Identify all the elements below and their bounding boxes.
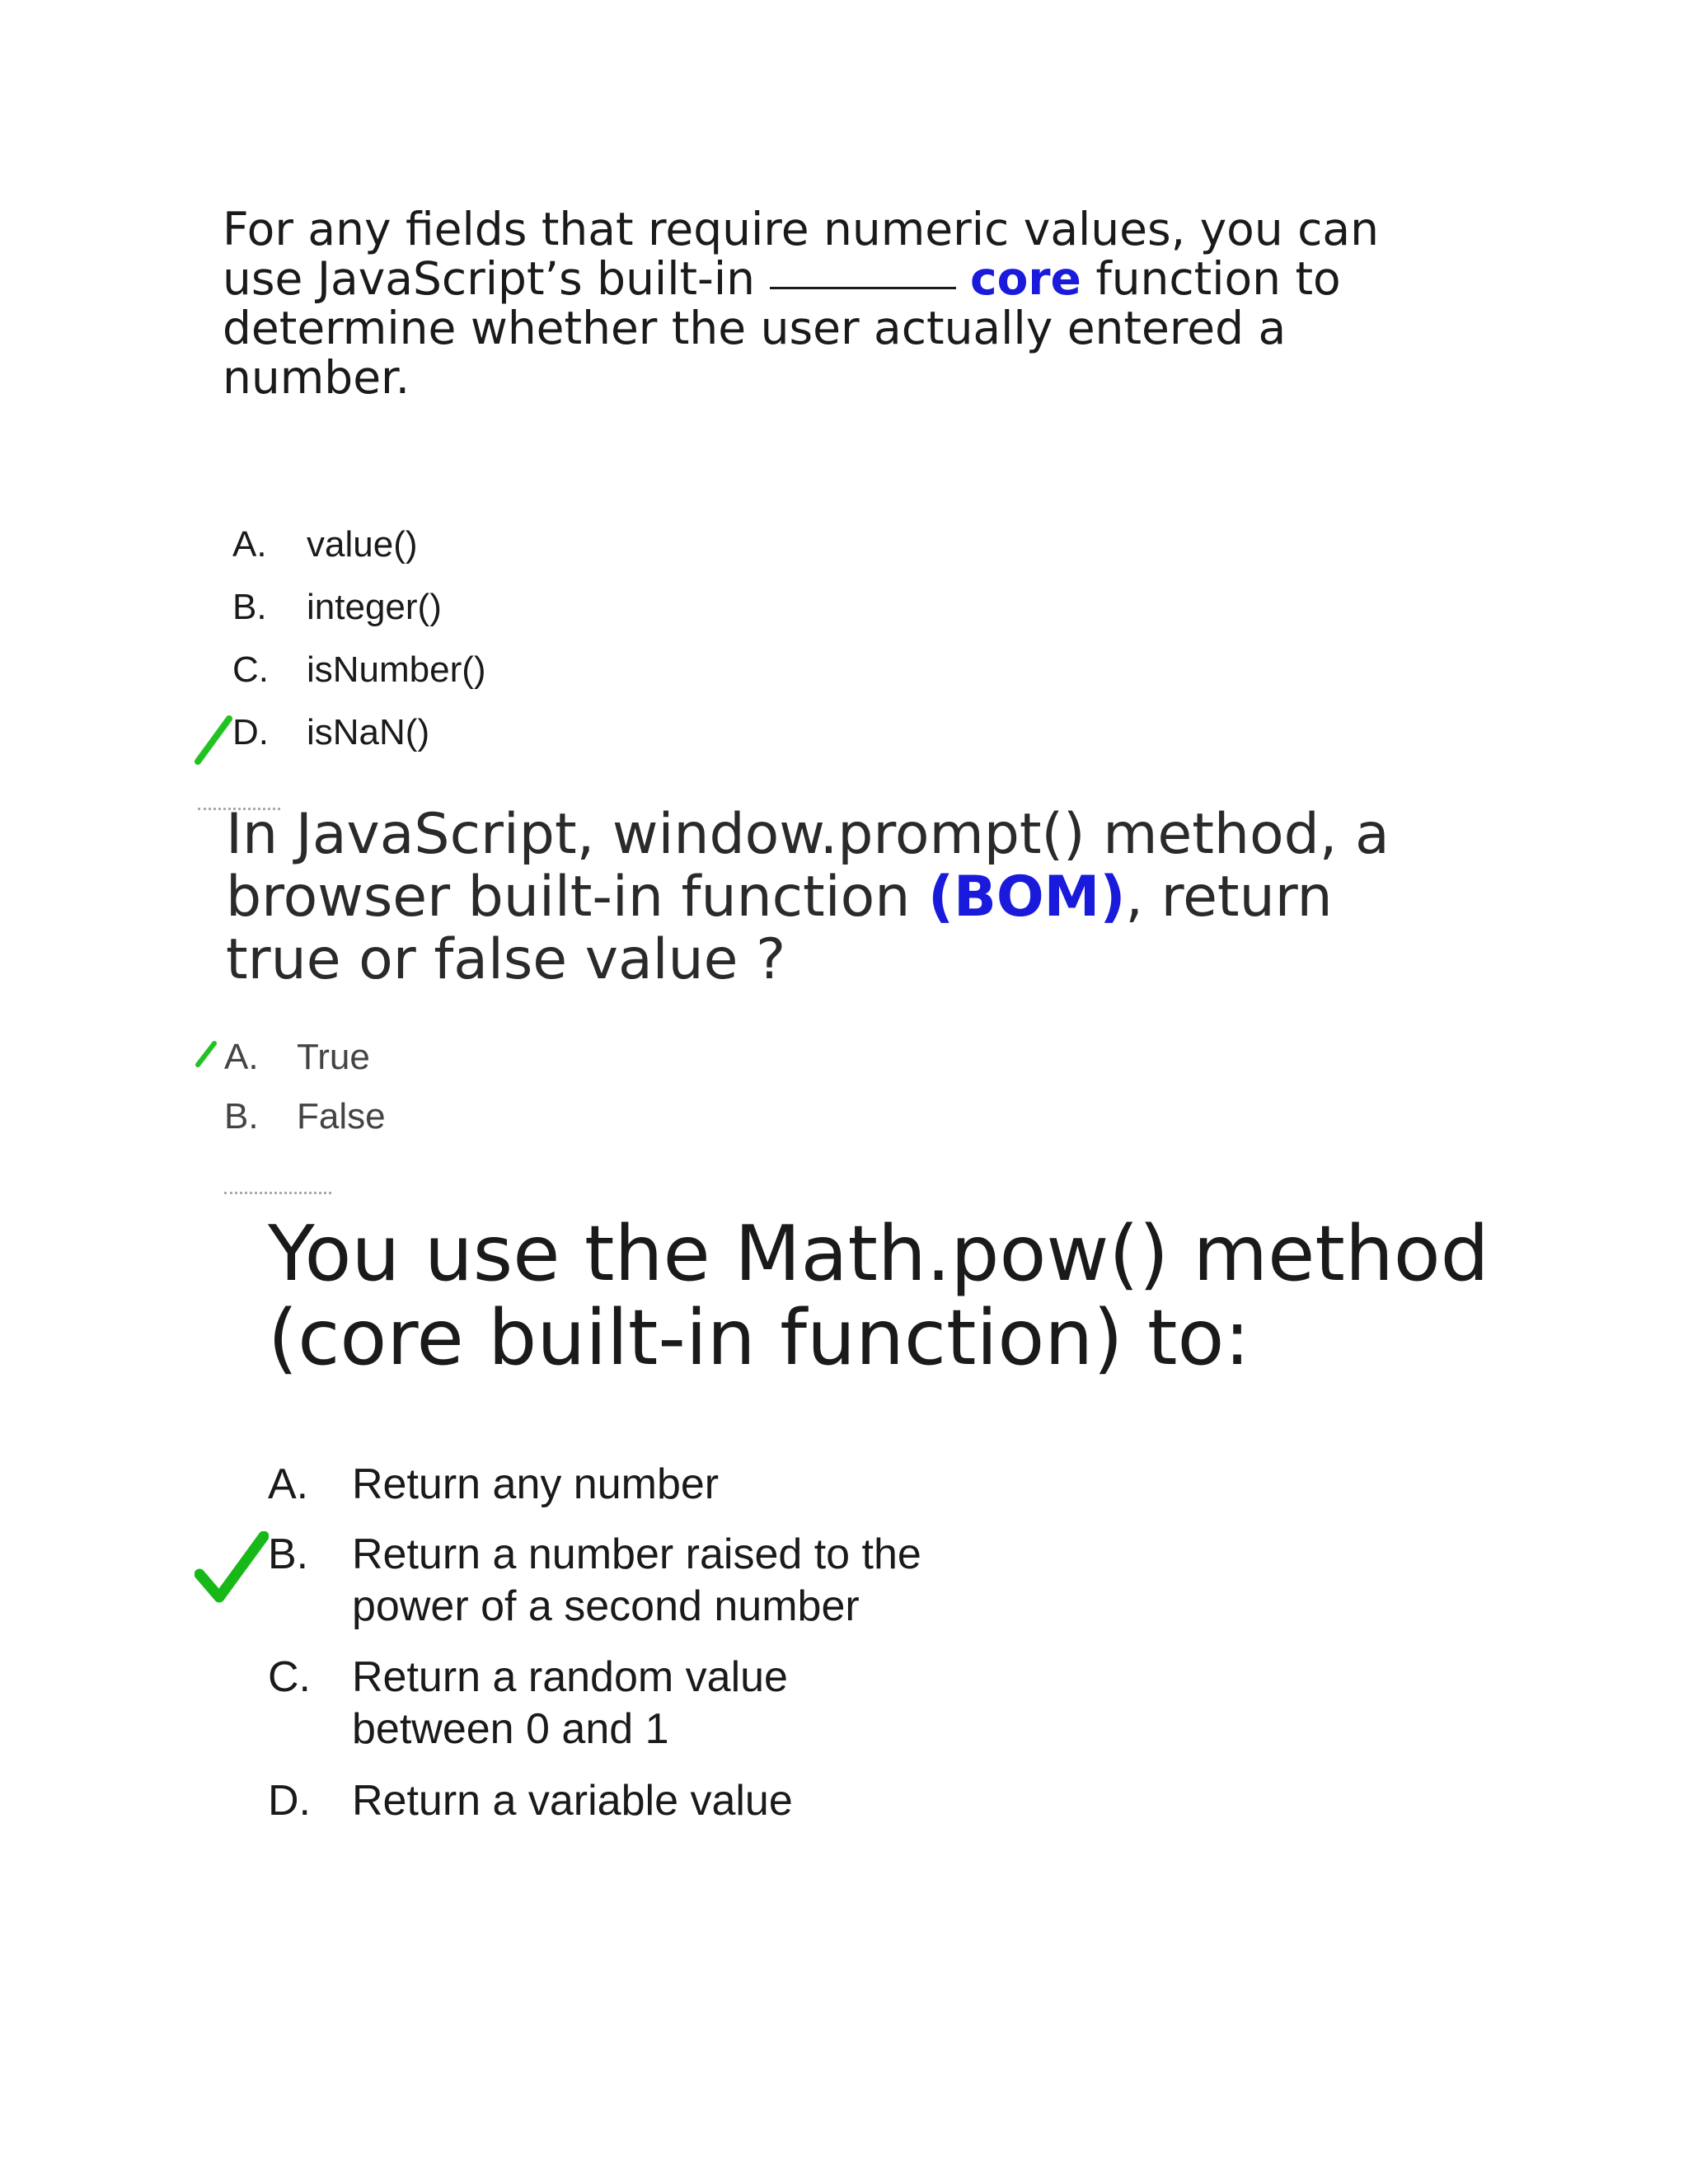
question-3 [268, 1209, 1587, 1382]
question-3-text: You use the Math.pow() method (core built-in function) to: [268, 1209, 1489, 1382]
highlight-keyword: (BOM) [927, 865, 1126, 930]
checkmark-icon [195, 1531, 269, 1607]
question-1 [223, 204, 1459, 402]
question-2 [226, 804, 1462, 991]
question-1-text: For any fields that require numeric values, you can use JavaScript’s built-in core function to determine whether the user actually entered a number. [223, 203, 1379, 404]
checkmark-icon [195, 1040, 219, 1070]
fill-in-blank [770, 287, 956, 289]
highlight-keyword: core [970, 252, 1081, 305]
question-2-text: In JavaScript, window.prompt() method, a browser built-in function (BOM), return true or false value ? [226, 802, 1390, 992]
checkmark-icon [195, 715, 232, 765]
divider [224, 1192, 331, 1194]
